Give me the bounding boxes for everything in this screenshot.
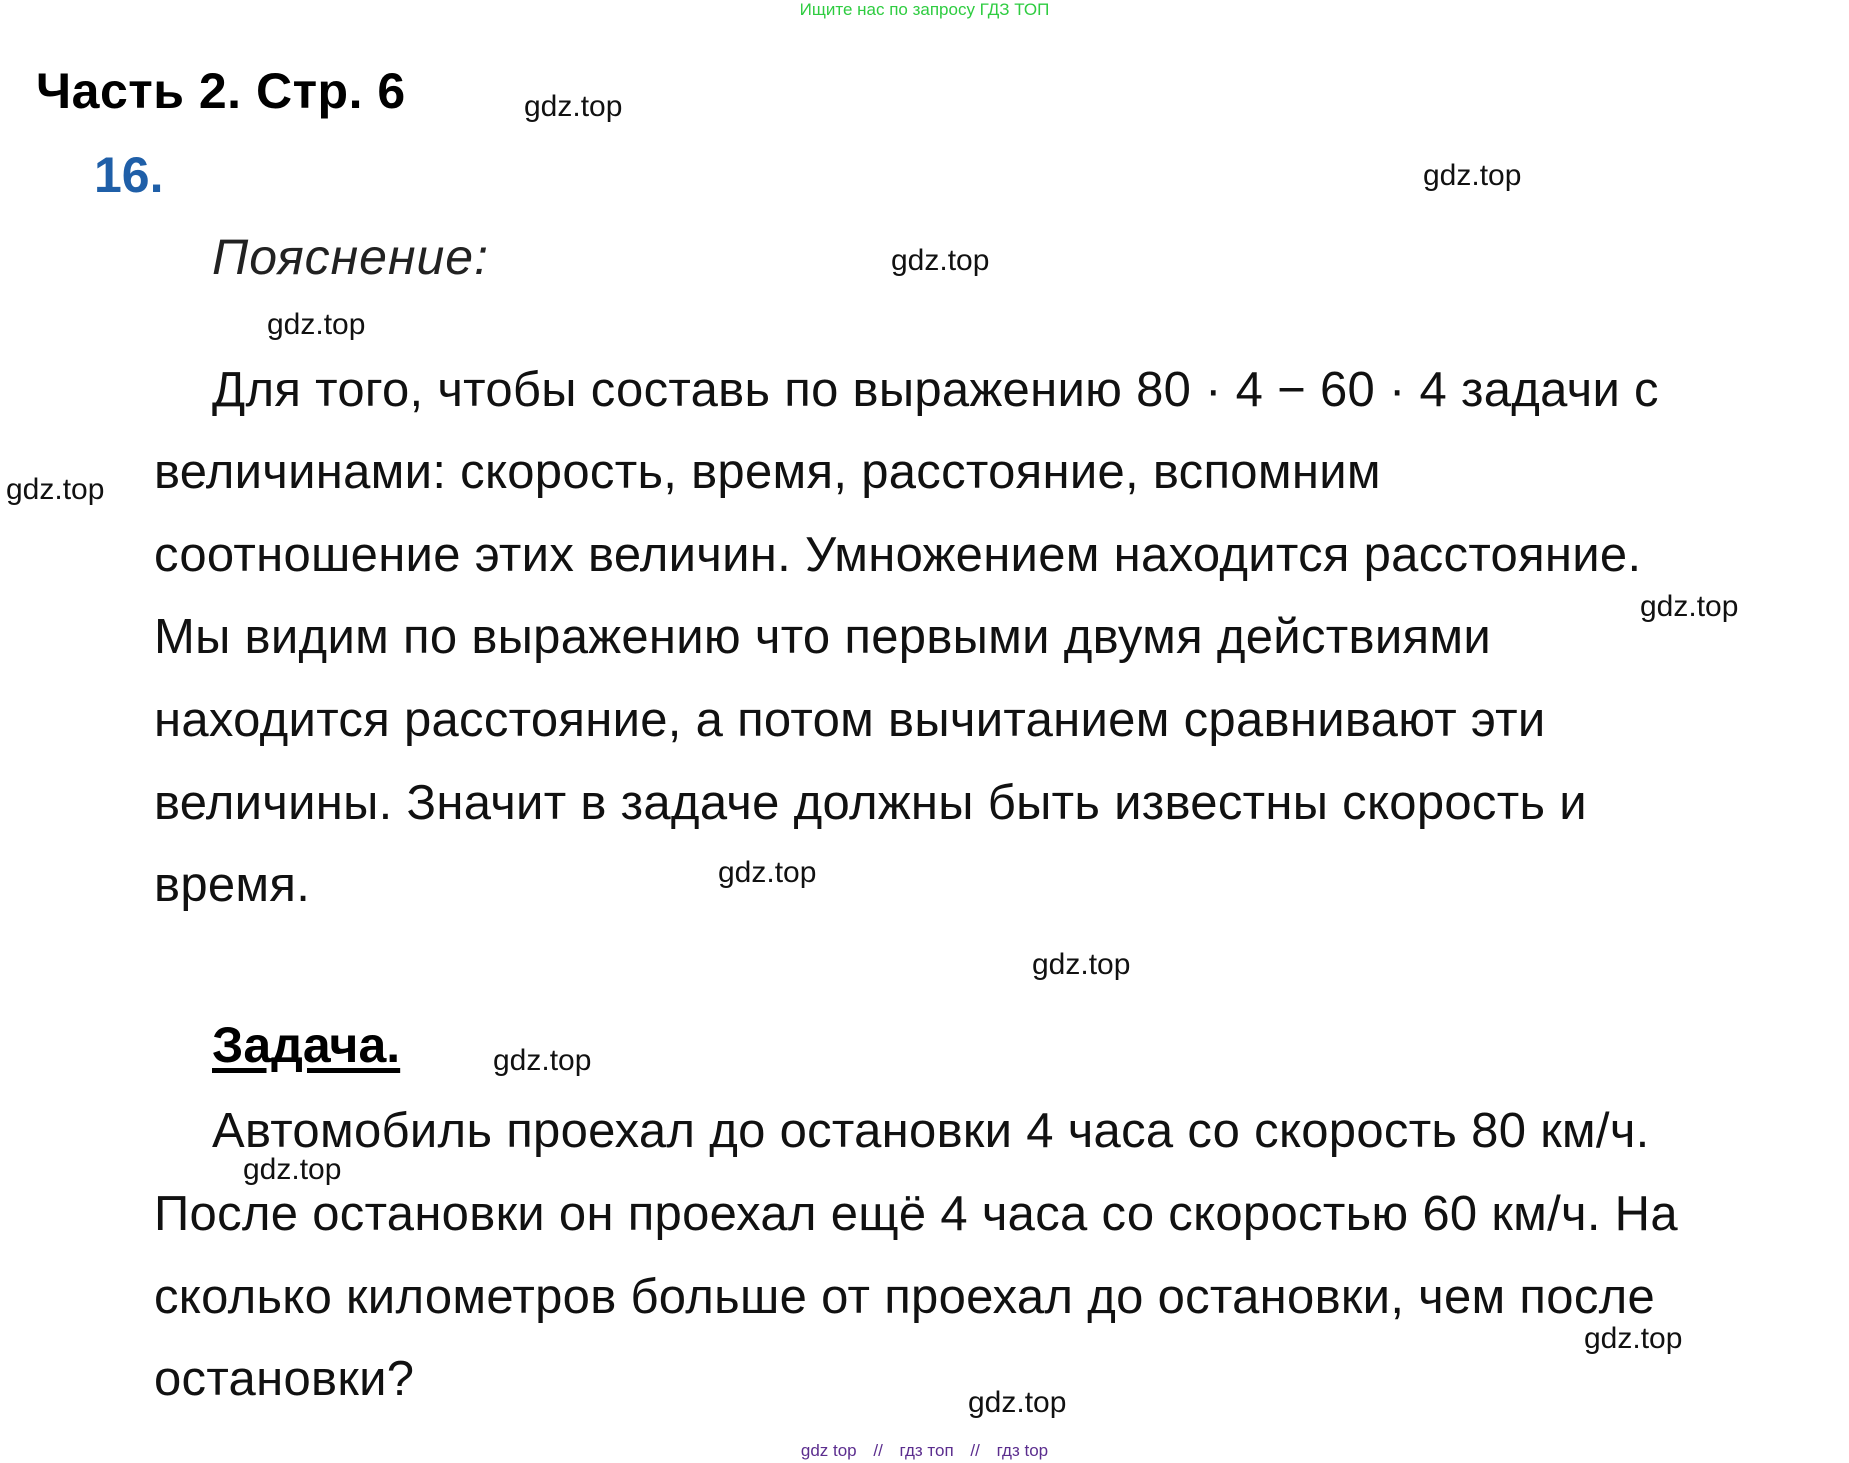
footer-separator: //: [970, 1441, 980, 1460]
footer-separator: //: [873, 1441, 883, 1460]
explanation-line: соотношение этих величин. Умножением находится расстояние.: [154, 528, 1642, 582]
explanation-line: время.: [154, 858, 311, 912]
watermark: gdz.top: [1423, 159, 1522, 192]
watermark: gdz.top: [493, 1044, 592, 1077]
task-number: 16.: [94, 147, 164, 203]
watermark: gdz.top: [718, 856, 817, 889]
task-line: Автомобиль проехал до остановки 4 часа со скорость 80 км/ч.: [212, 1104, 1650, 1158]
watermark: gdz.top: [524, 90, 623, 123]
footer-link-gdz-top[interactable]: gdz top: [800, 1441, 857, 1460]
watermark: gdz.top: [1640, 590, 1739, 623]
task-line: После остановки он проехал ещё 4 часа со скоростью 60 км/ч. На: [154, 1187, 1678, 1241]
footer-link-gdz-top-ru[interactable]: гдз топ: [899, 1441, 954, 1460]
explanation-line: Для того, чтобы составь по выражению 80 · 4 − 60 · 4 задачи с: [212, 363, 1659, 417]
watermark: gdz.top: [1584, 1322, 1683, 1355]
page-title: Часть 2. Стр. 6: [36, 63, 406, 119]
explanation-line: величины. Значит в задаче должны быть известны скорость и: [154, 776, 1587, 830]
explanation-heading: Пояснение:: [212, 229, 489, 285]
watermark: gdz.top: [891, 244, 990, 277]
watermark: gdz.top: [968, 1386, 1067, 1419]
top-banner: Ищите нас по запросу ГДЗ ТОП: [799, 0, 1050, 19]
watermark: gdz.top: [6, 473, 105, 506]
task-heading: Задача.: [212, 1017, 401, 1073]
explanation-line: Мы видим по выражению что первыми двумя действиями: [154, 610, 1492, 664]
watermark: gdz.top: [1032, 948, 1131, 981]
watermark: gdz.top: [267, 308, 366, 341]
explanation-line: находится расстояние, а потом вычитанием сравнивают эти: [154, 693, 1546, 747]
footer-links: [0, 1441, 1849, 1461]
watermark: gdz.top: [243, 1153, 342, 1186]
task-line: сколько километров больше от проехал до остановки, чем после: [154, 1270, 1656, 1324]
task-line: остановки?: [154, 1352, 415, 1406]
explanation-line: величинами: скорость, время, расстояние, вспомним: [154, 445, 1381, 499]
footer-link-gdz-top-mixed[interactable]: гдз top: [996, 1441, 1049, 1460]
